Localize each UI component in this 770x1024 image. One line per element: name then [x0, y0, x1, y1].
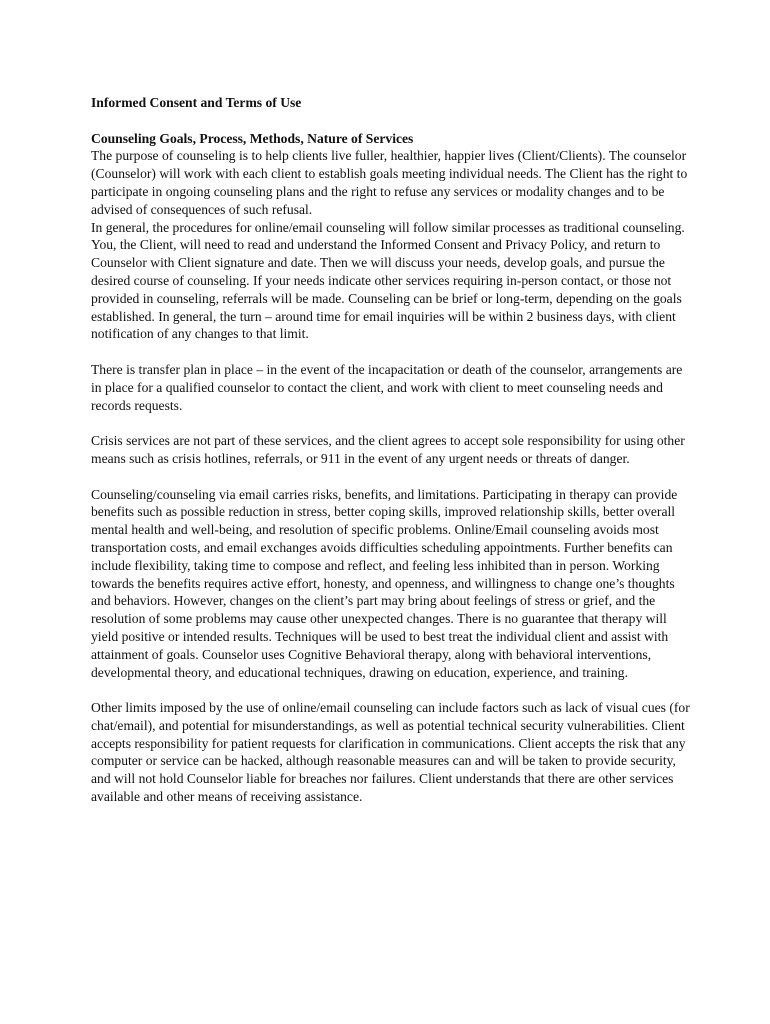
paragraph-spacer — [91, 468, 691, 486]
document-body — [91, 94, 691, 806]
paragraph-procedures: In general, the procedures for online/email counseling will follow similar processes as traditional counseling. You, the Client, will need to read and understand the Informed Consent and Privacy Policy, and return to Counselor with Client signature and date. Then we will discuss your needs, develop goals, and pursue the desired course of counseling. If your needs indicate other services requiring in-person contact, or those not provided in counseling, referrals will be made. Counseling can be brief or long-term, depending on the goals established. In general, the turn – around time for email inquiries will be within 2 business days, with client notification of any changes to that limit. — [91, 219, 685, 342]
paragraph-purpose: The purpose of counseling is to help clients live fuller, healthier, happier lives (Client/Clients). The counselor (Counselor) will work with each client to establish goals meeting individual needs. The Client has the right to participate in ongoing counseling plans and the right to refuse any services or modality changes and to be advised of consequences of such refusal. — [91, 148, 688, 217]
document-title: Informed Consent and Terms of Use — [91, 95, 302, 110]
section-heading: Counseling Goals, Process, Methods, Nature of Services — [91, 130, 414, 146]
paragraph-spacer — [91, 681, 691, 699]
paragraph-transfer-plan: There is transfer plan in place – in the event of the incapacitation or death of the counselor, arrangements are in place for a qualified counselor to contact the client, and work with client to meet counseling needs and records requests. — [91, 361, 683, 413]
paragraph-crisis-services: Crisis services are not part of these services, and the client agrees to accept sole responsibility for using other means such as crisis hotlines, referrals, or 911 in the event of any urgent needs or threats of danger. — [91, 433, 685, 466]
paragraph-spacer — [91, 343, 691, 361]
paragraph-risks-benefits: Counseling/counseling via email carries risks, benefits, and limitations. Participating in therapy can provide benefits such as possible reduction in stress, better coping skills, improved relationship skills, better overall mental health and well-being, and resolution of specific problems. Online/Email counseling avoids most transportation costs, and email exchanges avoids difficulties scheduling appointments. Further benefits can include flexibility, taking time to compose and reflect, and feeling less inhibited than in person. Working towards the benefits requires active effort, honesty, and openness, and willingness to change one’s thoughts and behaviors. However, changes on the client’s part may bring about feelings of stress or grief, and the resolution of some problems may cause other unexpected changes. There is no guarantee that therapy will yield positive or intended results. Techniques will be used to best treat the individual client and assist with attainment of goals. Counselor uses Cognitive Behavioral therapy, along with behavioral interventions, developmental theory, and educational techniques, drawing on education, experience, and training. — [91, 486, 678, 680]
paragraph-spacer — [91, 414, 691, 432]
paragraph-other-limits: Other limits imposed by the use of online/email counseling can include factors such as lack of visual cues (for chat/email), and potential for misunderstandings, as well as potential technical security vulnerabilities. Client accepts responsibility for patient requests for clarification in communications. Client accepts the risk that any computer or service can be hacked, although reasonable measures can and will be taken to provide security, and will not hold Counselor liable for breaches nor failures. Client understands that there are other services available and other means of receiving assistance. — [91, 700, 690, 805]
